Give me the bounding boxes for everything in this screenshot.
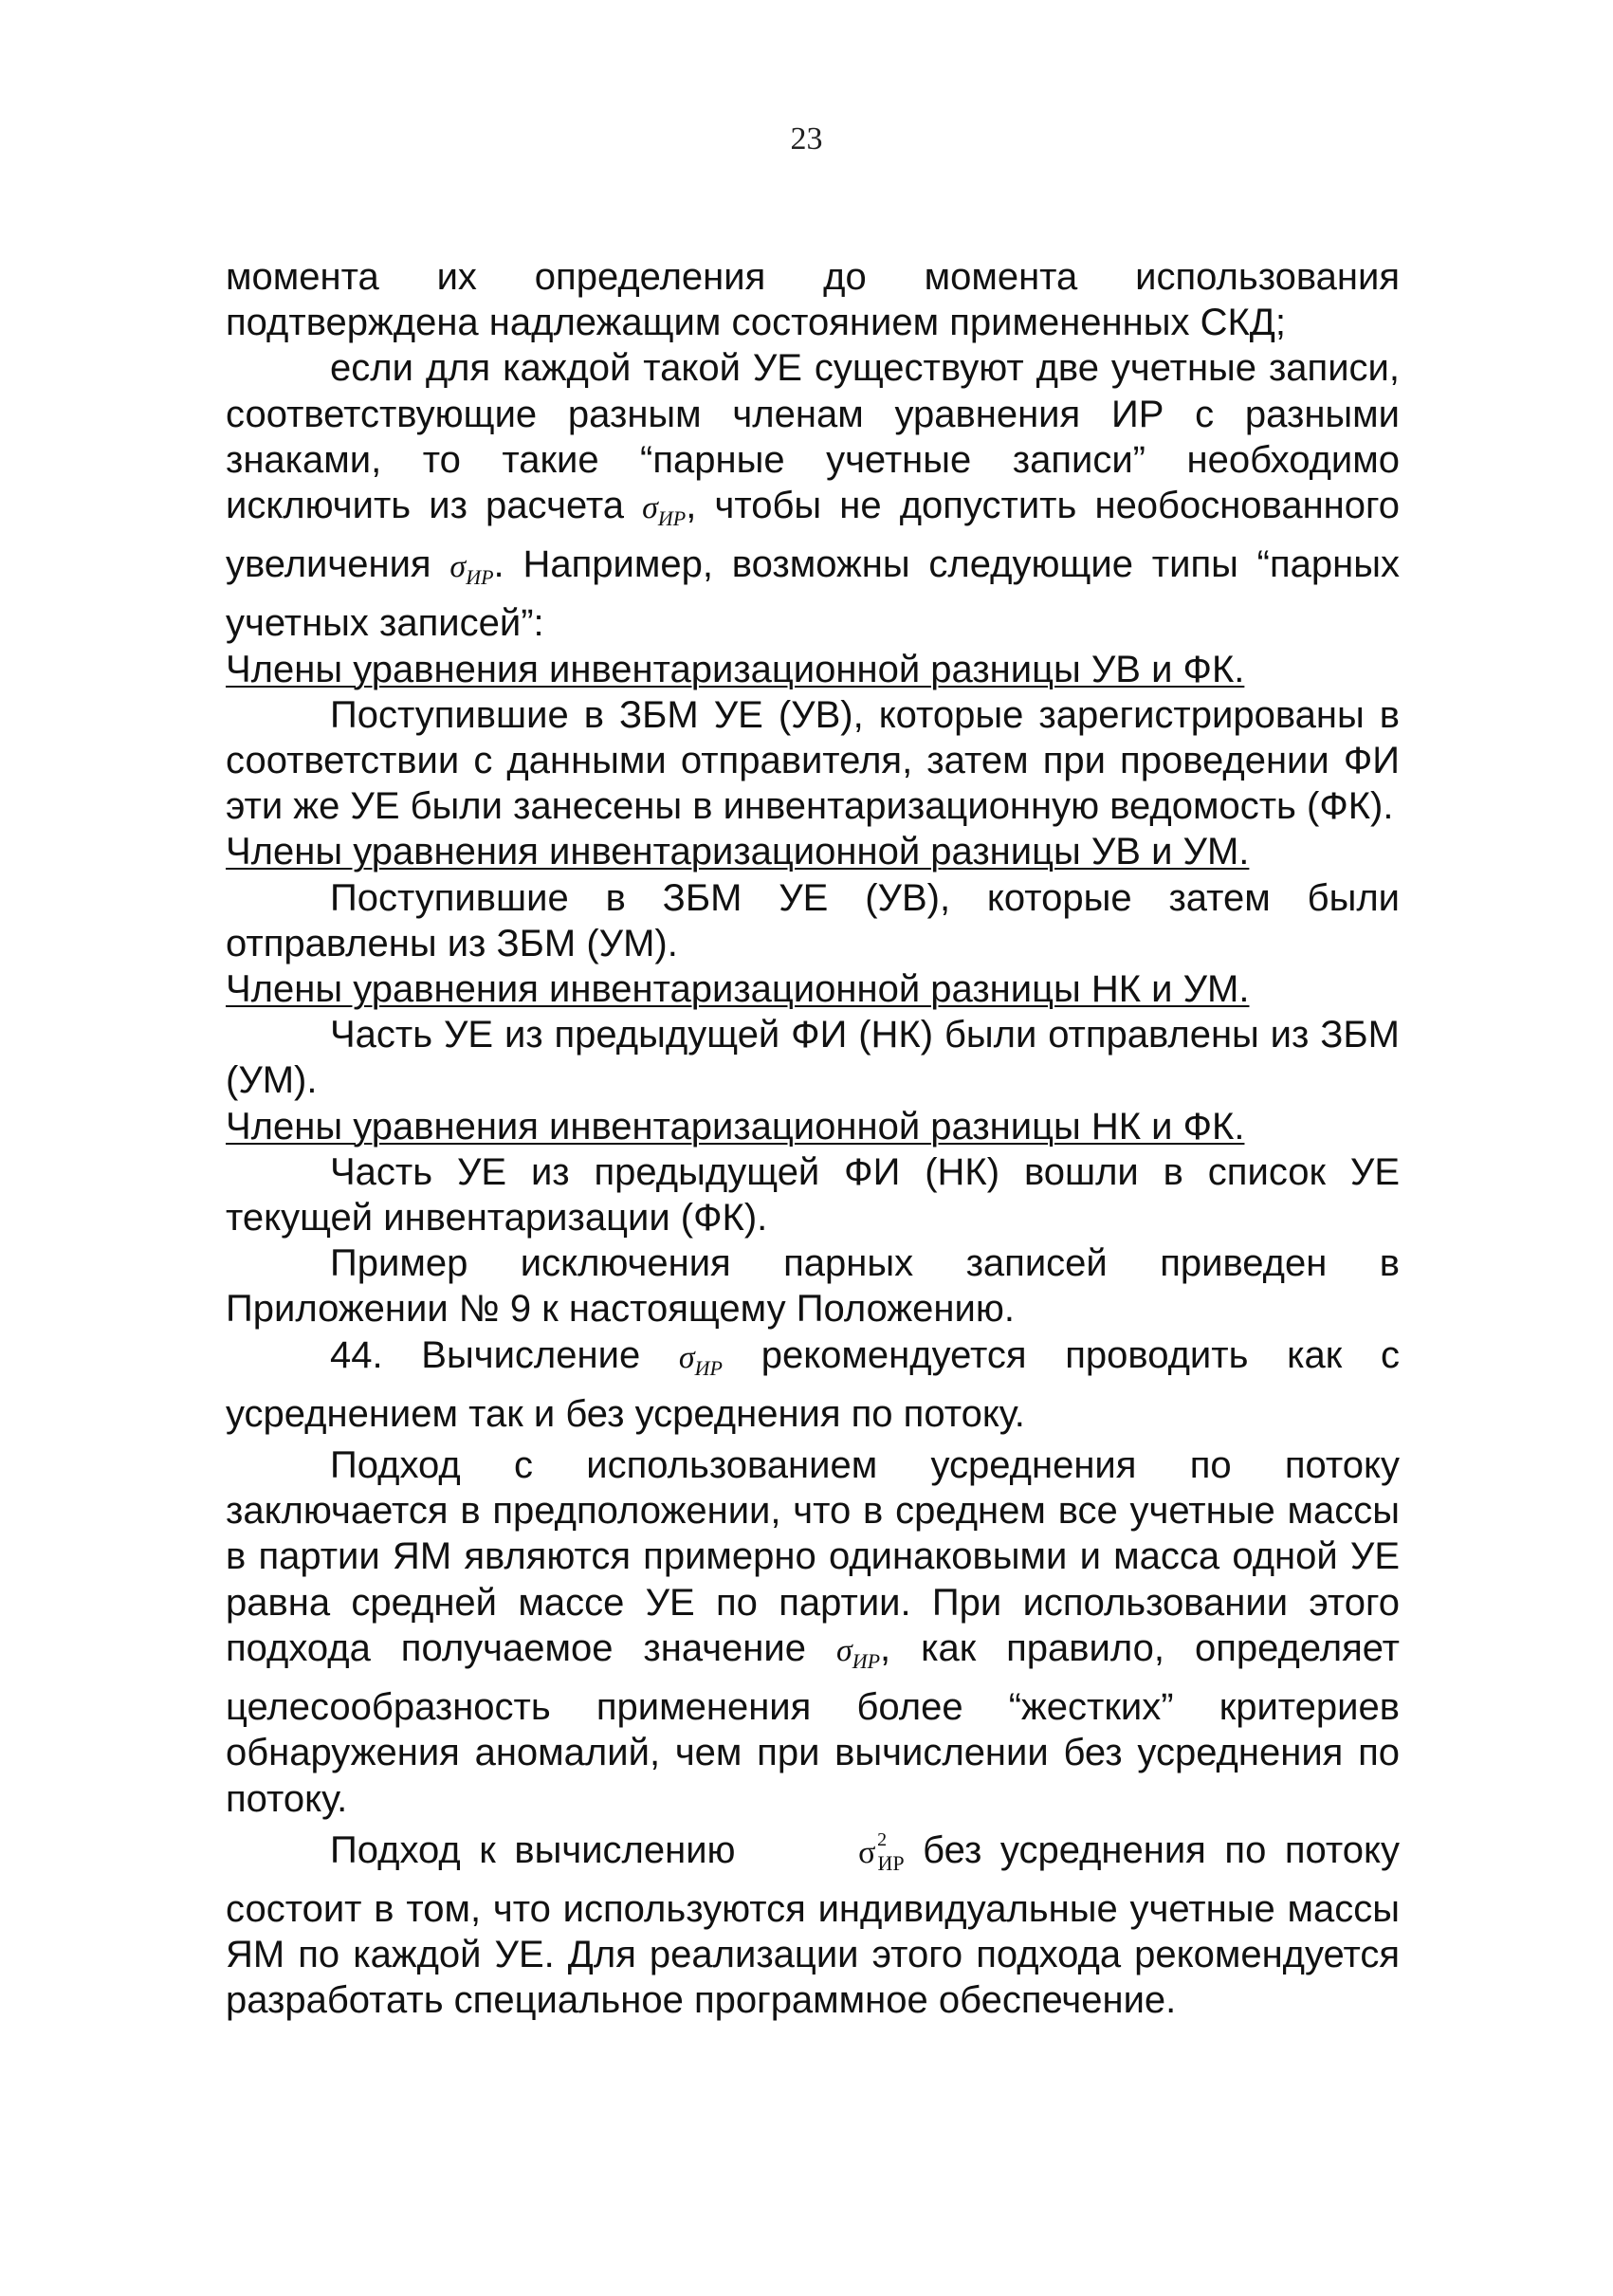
paragraph-nk-um: Часть УЕ из предыдущей ФИ (НК) были отправлены из ЗБМ (УМ). [226,1014,1400,1102]
paragraph-text: Подход к вычислению [330,1828,736,1871]
paragraph-item-44 [226,1332,1400,1437]
paragraph-no-averaging-approach [226,1828,1400,2024]
paragraph-continuation [226,254,1400,345]
sigma-formula [835,1632,881,1673]
sigma-symbol: σ [642,490,658,526]
paragraph-text: , чтобы не допустить необоснованного увеличения [226,485,1400,586]
paragraph-text: если для каждой такой УЕ существуют две учетные записи, соответствующие разным членам уравнения ИР с разными знаками, то такие “парные учетные записи” необходимо исключить из расчета [226,347,1400,527]
paragraph-uv-fk: Поступившие в ЗБМ УЕ (УВ), которые зарегистрированы в соответствии с данными отправителя, затем при проведении ФИ эти же УЕ были занесены в инвентаризационную ведомость (ФК). [226,693,1400,828]
paragraph-averaging-approach [226,1442,1400,1822]
sigma-formula [678,1339,723,1380]
sigma-formula [642,490,687,531]
sigma-subscript: ИР [466,565,494,590]
sigma-symbol: σ [835,1632,852,1668]
paragraph-text: рекомендуется проводить как с усреднением так и без усреднения по потоку. [226,1333,1400,1435]
sigma-subscript: ИР [877,1850,905,1875]
paragraph-appendix-reference: Пример исключения парных записей приведен в Приложении № 9 к настоящему Положению. [226,1242,1400,1331]
sigma-symbol: σ [858,1834,876,1870]
paragraph-paired-records [226,345,1400,646]
paragraph-text: без усреднения по потоку состоит в том, что используются индивидуальные учетные массы ЯМ по каждой УЕ. Для реализации этого подхода рекомендуется разработать специальное программное обеспечение. [226,1828,1400,2022]
paragraph-text: , как правило, определяет целесообразность применения более “жестких” критериев обнаружения аномалий, чем при вычислении без усреднения по потоку. [226,1626,1400,1820]
section-heading-nk-fk: Члены уравнения инвентаризационной разницы НК и ФК. [226,1105,1245,1148]
sigma-subscript: ИР [694,1355,723,1380]
sigma-subscript: ИР [657,506,687,531]
section-heading-uv-fk: Члены уравнения инвентаризационной разницы УВ и ФК. [226,648,1245,690]
sigma-superscript: 2 [877,1828,888,1850]
section-heading-nk-um: Члены уравнения инвентаризационной разницы НК и УМ. [226,968,1250,1011]
sigma-squared [754,1830,904,1886]
paragraph-text: . Например, возможны следующие типы “парных учетных записей”: [226,543,1400,645]
sigma-squared-formula [754,1828,905,1875]
paragraph-uv-um: Поступившие в ЗБМ УЕ (УВ), которые затем были отправлены из ЗБМ (УМ). [226,876,1400,964]
document-body [226,254,1400,2024]
paragraph-text: 44. Вычисление [330,1333,641,1376]
paragraph-text: момента их определения до момента использования подтверждена надлежащим состоянием примененных СКД; [226,256,1400,344]
page-number: 23 [790,121,823,156]
paragraph-nk-fk: Часть УЕ из предыдущей ФИ (НК) вошли в список УЕ текущей инвентаризации (ФК). [226,1150,1400,1240]
section-heading-uv-um: Члены уравнения инвентаризационной разницы УВ и УМ. [226,831,1250,873]
paragraph-text: Подход с использованием усреднения по потоку заключается в предположении, что в среднем все учетные массы в партии ЯМ являются примерно одинаковыми и масса одной УЕ равна средней массе УЕ по партии. При использовании этого подхода получаемое значение [226,1444,1400,1669]
sigma-symbol: σ [449,549,467,585]
sigma-subscript: ИР [852,1648,881,1673]
sigma-formula [449,549,494,590]
sigma-symbol: σ [678,1339,695,1375]
